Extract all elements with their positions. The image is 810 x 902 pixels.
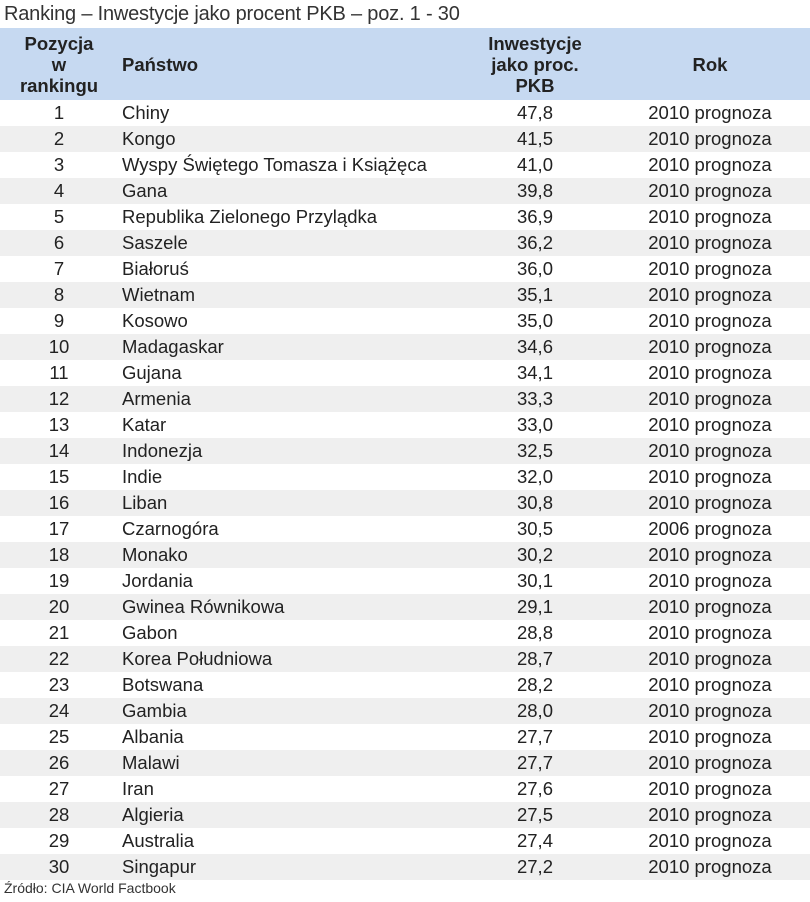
cell-position: 16 xyxy=(48,492,70,513)
cell-year: 2010 prognoza xyxy=(648,180,772,201)
cell-position: 1 xyxy=(53,102,65,123)
cell-value: 33,0 xyxy=(516,414,553,435)
table-row xyxy=(0,334,810,360)
cell-country: Singapur xyxy=(122,856,197,877)
cell-position: 17 xyxy=(48,518,70,539)
cell-country: Gana xyxy=(122,180,168,201)
cell-country: Chiny xyxy=(122,102,170,123)
cell-position: 15 xyxy=(48,466,70,487)
cell-year: 2010 prognoza xyxy=(648,102,772,123)
table-row xyxy=(0,256,810,282)
cell-year: 2010 prognoza xyxy=(648,466,772,487)
table-row xyxy=(0,386,810,412)
cell-value: 39,8 xyxy=(516,180,553,201)
cell-position: 18 xyxy=(48,544,70,565)
cell-value: 27,2 xyxy=(516,856,553,877)
cell-position: 6 xyxy=(53,232,65,253)
cell-country: Korea Południowa xyxy=(122,648,273,669)
cell-position: 14 xyxy=(48,440,70,461)
table-row xyxy=(0,828,810,854)
cell-year: 2010 prognoza xyxy=(648,258,772,279)
table-row xyxy=(0,750,810,776)
header-value-line: PKB xyxy=(515,74,555,96)
cell-year: 2010 prognoza xyxy=(648,570,772,591)
table-row xyxy=(0,412,810,438)
cell-value: 28,2 xyxy=(516,674,553,695)
table-row xyxy=(0,802,810,828)
cell-value: 33,3 xyxy=(516,388,553,409)
cell-position: 9 xyxy=(53,310,65,331)
cell-value: 27,7 xyxy=(516,752,553,773)
cell-country: Armenia xyxy=(122,388,191,409)
cell-country: Indonezja xyxy=(122,440,203,461)
cell-year: 2010 prognoza xyxy=(648,856,772,877)
cell-country: Iran xyxy=(122,778,154,799)
cell-year: 2010 prognoza xyxy=(648,310,772,331)
header-year: Rok xyxy=(692,53,728,75)
cell-position: 24 xyxy=(48,700,70,721)
table-row xyxy=(0,542,810,568)
cell-value: 32,0 xyxy=(516,466,553,487)
table-row xyxy=(0,594,810,620)
cell-year: 2010 prognoza xyxy=(648,206,772,227)
cell-country: Albania xyxy=(122,726,184,747)
cell-year: 2010 prognoza xyxy=(648,674,772,695)
cell-position: 4 xyxy=(53,180,65,201)
cell-value: 27,6 xyxy=(516,778,553,799)
cell-year: 2010 prognoza xyxy=(648,362,772,383)
cell-year: 2010 prognoza xyxy=(648,700,772,721)
cell-value: 30,5 xyxy=(516,518,553,539)
page-title: Ranking – Inwestycje jako procent PKB – poz. 1 - 30 xyxy=(4,3,460,25)
cell-value: 41,5 xyxy=(516,128,553,149)
cell-country: Algieria xyxy=(122,804,184,825)
cell-year: 2010 prognoza xyxy=(648,752,772,773)
cell-position: 26 xyxy=(48,752,70,773)
cell-country: Jordania xyxy=(122,570,193,591)
cell-value: 35,0 xyxy=(516,310,553,331)
cell-country: Gujana xyxy=(122,362,182,383)
cell-value: 27,5 xyxy=(516,804,553,825)
table-row xyxy=(0,672,810,698)
cell-year: 2010 prognoza xyxy=(648,648,772,669)
source-note: Źródło: CIA World Factbook xyxy=(4,880,176,896)
cell-position: 28 xyxy=(48,804,70,825)
table-row xyxy=(0,178,810,204)
cell-country: Madagaskar xyxy=(122,336,224,357)
cell-value: 36,2 xyxy=(516,232,553,253)
table-row xyxy=(0,230,810,256)
cell-country: Indie xyxy=(122,466,163,487)
cell-country: Monako xyxy=(122,544,188,565)
table-row xyxy=(0,620,810,646)
cell-value: 30,2 xyxy=(516,544,553,565)
cell-position: 27 xyxy=(48,778,70,799)
cell-year: 2010 prognoza xyxy=(648,128,772,149)
cell-position: 3 xyxy=(53,154,65,175)
cell-position: 2 xyxy=(53,128,65,149)
header-value-line: jako proc. xyxy=(491,53,579,75)
cell-position: 30 xyxy=(48,856,70,877)
cell-year: 2010 prognoza xyxy=(648,726,772,747)
cell-year: 2010 prognoza xyxy=(648,336,772,357)
cell-year: 2010 prognoza xyxy=(648,492,772,513)
table-header-row xyxy=(0,28,810,100)
cell-position: 21 xyxy=(48,622,70,643)
cell-year: 2010 prognoza xyxy=(648,544,772,565)
cell-country: Gambia xyxy=(122,700,187,721)
table-row xyxy=(0,724,810,750)
cell-position: 12 xyxy=(48,388,70,409)
header-position-line: rankingu xyxy=(19,74,99,96)
table-row xyxy=(0,490,810,516)
cell-value: 28,0 xyxy=(516,700,553,721)
cell-position: 11 xyxy=(49,362,69,383)
table-row xyxy=(0,516,810,542)
cell-country: Wyspy Świętego Tomasza i Książęca xyxy=(122,154,427,175)
table-row xyxy=(0,438,810,464)
cell-year: 2010 prognoza xyxy=(648,414,772,435)
cell-country: Białoruś xyxy=(122,258,189,279)
cell-year: 2010 prognoza xyxy=(648,232,772,253)
cell-value: 47,8 xyxy=(516,102,553,123)
cell-country: Malawi xyxy=(122,752,180,773)
cell-value: 36,9 xyxy=(516,206,553,227)
cell-year: 2010 prognoza xyxy=(648,778,772,799)
table-row xyxy=(0,646,810,672)
cell-year: 2010 prognoza xyxy=(648,284,772,305)
cell-year: 2010 prognoza xyxy=(648,388,772,409)
header-country: Państwo xyxy=(122,53,199,75)
cell-year: 2006 prognoza xyxy=(648,518,772,539)
cell-year: 2010 prognoza xyxy=(648,830,772,851)
cell-value: 30,8 xyxy=(516,492,553,513)
cell-value: 35,1 xyxy=(516,284,553,305)
header-position-line: w xyxy=(51,53,67,75)
table-row xyxy=(0,854,810,880)
cell-value: 28,7 xyxy=(516,648,553,669)
cell-value: 30,1 xyxy=(516,570,553,591)
cell-country: Botswana xyxy=(122,674,204,695)
cell-country: Liban xyxy=(122,492,168,513)
cell-year: 2010 prognoza xyxy=(648,440,772,461)
table-row xyxy=(0,204,810,230)
cell-year: 2010 prognoza xyxy=(648,596,772,617)
cell-position: 22 xyxy=(48,648,70,669)
table-row xyxy=(0,100,810,126)
table-row xyxy=(0,152,810,178)
cell-position: 5 xyxy=(53,206,65,227)
table-row xyxy=(0,568,810,594)
cell-position: 29 xyxy=(48,830,70,851)
cell-value: 36,0 xyxy=(516,258,553,279)
table-row xyxy=(0,698,810,724)
table-row xyxy=(0,464,810,490)
cell-value: 34,6 xyxy=(516,336,553,357)
cell-value: 29,1 xyxy=(516,596,553,617)
header-position xyxy=(0,28,118,100)
cell-country: Kosowo xyxy=(122,310,188,331)
header-value-line: Inwestycje xyxy=(488,32,582,54)
table-row xyxy=(0,776,810,802)
cell-value: 41,0 xyxy=(516,154,553,175)
cell-country: Australia xyxy=(122,830,194,851)
cell-value: 27,4 xyxy=(516,830,553,851)
table-row xyxy=(0,308,810,334)
cell-position: 19 xyxy=(48,570,70,591)
cell-position: 20 xyxy=(48,596,70,617)
cell-value: 32,5 xyxy=(516,440,553,461)
cell-value: 34,1 xyxy=(516,362,553,383)
table-row xyxy=(0,282,810,308)
header-position-line: Pozycja xyxy=(24,32,94,54)
cell-position: 10 xyxy=(48,336,70,357)
cell-country: Katar xyxy=(122,414,167,435)
cell-country: Czarnogóra xyxy=(122,518,219,539)
cell-value: 27,7 xyxy=(516,726,553,747)
cell-position: 23 xyxy=(48,674,70,695)
cell-country: Gabon xyxy=(122,622,178,643)
cell-year: 2010 prognoza xyxy=(648,622,772,643)
table-row xyxy=(0,126,810,152)
cell-country: Saszele xyxy=(122,232,188,253)
table-row xyxy=(0,360,810,386)
cell-value: 28,8 xyxy=(516,622,553,643)
cell-position: 7 xyxy=(53,258,65,279)
cell-position: 25 xyxy=(48,726,70,747)
cell-year: 2010 prognoza xyxy=(648,154,772,175)
cell-country: Republika Zielonego Przylądka xyxy=(122,206,378,227)
cell-country: Gwinea Równikowa xyxy=(122,596,285,617)
cell-position: 13 xyxy=(48,414,70,435)
ranking-table xyxy=(0,28,810,880)
cell-country: Kongo xyxy=(122,128,176,149)
cell-position: 8 xyxy=(53,284,65,305)
cell-year: 2010 prognoza xyxy=(648,804,772,825)
header-value xyxy=(480,28,590,100)
cell-country: Wietnam xyxy=(122,284,195,305)
